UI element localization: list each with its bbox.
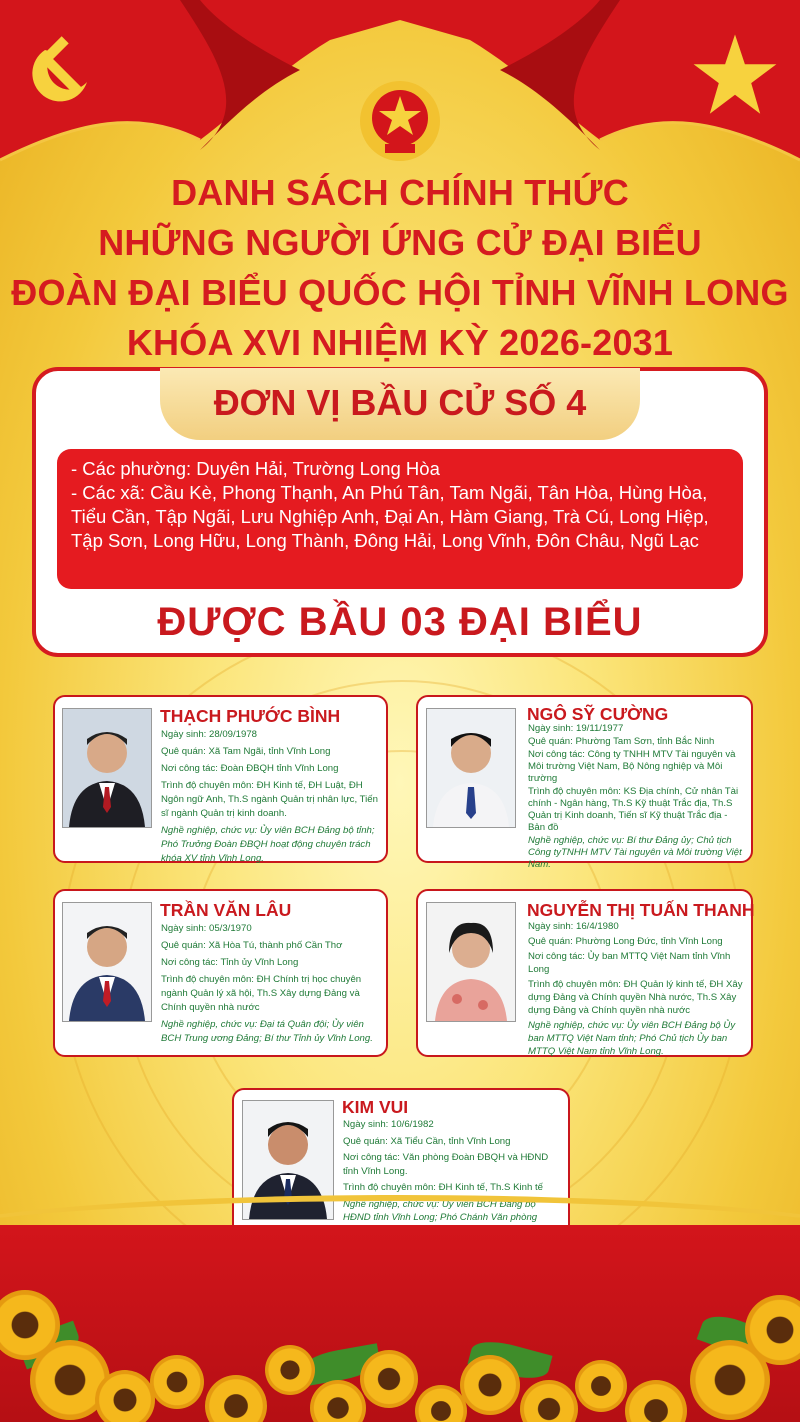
sunflower-icon [460, 1355, 520, 1415]
candidate-education: Trình độ chuyên môn: ĐH Kinh tế, ĐH Luật, ĐH Ngôn ngữ Anh, Th.S ngành Quản trị nhân lực, Tiến sĩ ngành Quản trị kinh doanh. [161, 780, 378, 819]
communes-text: - Các xã: Cầu Kè, Phong Thạnh, An Phú Tân, Tam Ngãi, Tân Hòa, Hùng Hòa, Tiểu Cần, Tập Ngãi, Lưu Nghiệp Anh, Đại An, Hàm Giang, Trà Cú, Long Hiệp, Tập Sơn, Long Hữu, Long Thành, Đông Hải, Long Vĩnh, Đôn Châu, Ngũ Lạc [71, 482, 709, 551]
candidate-education: Trình độ chuyên môn: ĐH Quản lý kinh tế, ĐH Xây dựng Đảng và Chính quyền Nhà nước, Th.S Xây dựng Đảng và Chính quyền nhà nước [528, 979, 743, 1016]
title-line-2: NHỮNG NGƯỜI ỨNG CỬ ĐẠI BIỂU [98, 222, 702, 263]
national-emblem-icon [357, 78, 443, 164]
district-title: ĐƠN VỊ BẦU CỬ SỐ 4 [213, 382, 587, 423]
candidate-info [161, 922, 383, 1049]
hammer-sickle-icon [25, 30, 105, 110]
candidate-position: Nghề nghiệp, chức vụ: Ủy viên BCH Đảng bộ Ủy ban MTTQ Việt Nam tỉnh; Phó Chủ tịch Ủy ban MTTQ Việt Nam tỉnh Vĩnh Long. [528, 1020, 736, 1057]
candidate-dob: Ngày sinh: 19/11/1977 [528, 723, 624, 734]
candidate-position: Nghề nghiệp, chức vụ: Bí thư Đảng ủy; Chủ tịch Công tyTNHH MTV Tài nguyên và Môi trường Việt Nam. [528, 835, 742, 870]
candidate-hometown: Quê quán: Xã Hòa Tú, thành phố Cần Thơ [161, 940, 343, 951]
candidate-info [161, 728, 383, 869]
candidate-name: NGUYỄN THỊ TUẤN THANH [527, 900, 755, 920]
district-area-list [57, 449, 743, 589]
candidate-workplace: Nơi công tác: Văn phòng Đoàn ĐBQH và HĐND tỉnh Vĩnh Long. [343, 1152, 549, 1177]
candidate-workplace: Nơi công tác: Tỉnh ủy Vĩnh Long [161, 957, 299, 968]
candidate-dob: Ngày sinh: 10/6/1982 [343, 1119, 434, 1130]
candidate-hometown: Quê quán: Xã Tiểu Cần, tỉnh Vĩnh Long [343, 1135, 511, 1147]
sunflower-icon [95, 1370, 155, 1422]
star-icon [690, 30, 780, 120]
candidate-name: NGÔ SỸ CƯỜNG [527, 704, 669, 724]
title-line-3: ĐOÀN ĐẠI BIỂU QUỐC HỘI TỈNH VĨNH LONG [11, 272, 789, 313]
candidate-education: Trình độ chuyên môn: ĐH Kinh tế, Th.S Kinh tế [343, 1182, 543, 1193]
candidate-hometown: Quê quán: Xã Tam Ngãi, tỉnh Vĩnh Long [161, 746, 331, 757]
sunflower-icon [265, 1345, 315, 1395]
candidate-name: THẠCH PHƯỚC BÌNH [160, 706, 341, 726]
candidate-workplace: Nơi công tác: Ủy ban MTTQ Việt Nam tỉnh Vĩnh Long [528, 951, 731, 975]
candidate-position: Nghề nghiệp, chức vụ: Đại tá Quân đội; Ủy viên BCH Trung ương Đảng; Bí thư Tỉnh ủy Vĩnh Long. [161, 1019, 373, 1044]
candidate-position: Nghề nghiệp, chức vụ: Ủy viên BCH Đảng bộ HĐND tỉnh Vĩnh Long; Phó Chánh Văn phòng [343, 1198, 538, 1223]
candidate-photo [62, 902, 152, 1022]
candidate-dob: Ngày sinh: 28/09/1978 [161, 729, 258, 740]
candidate-photo [426, 902, 516, 1022]
candidate-education: Trình độ chuyên môn: ĐH Chính trị học chuyên ngành Quản lý xã hội, Th.S Xây dựng Đảng và Chính quyền nhà nước [161, 974, 362, 1013]
elected-count: ĐƯỢC BẦU 03 ĐẠI BIỂU [157, 600, 643, 644]
wards-text: - Các phường: Duyên Hải, Trường Long Hòa [71, 458, 440, 479]
title-line-1: DANH SÁCH CHÍNH THỨC [171, 172, 629, 213]
sunflower-icon [360, 1350, 418, 1408]
candidate-education: Trình độ chuyên môn: KS Địa chính, Cử nhân Tài chính - Ngân hàng, Th.S Kỹ thuật Trắc địa, Th.S Quản trị Kinh doanh, Tiến sĩ Kỹ thuật Trắc địa - Bản đồ [528, 786, 739, 833]
sunflower-icon [575, 1360, 627, 1412]
candidate-info [528, 920, 746, 1060]
candidate-hometown: Quê quán: Phường Tam Sơn, tỉnh Bắc Ninh [528, 736, 715, 747]
candidate-name: TRẦN VĂN LÂU [160, 900, 292, 920]
candidate-name: KIM VUI [342, 1097, 409, 1117]
candidate-info [528, 723, 746, 872]
candidate-photo [426, 708, 516, 828]
candidate-workplace: Nơi công tác: Đoàn ĐBQH tỉnh Vĩnh Long [161, 763, 339, 774]
candidate-position: Nghề nghiệp, chức vụ: Ủy viên BCH Đảng bộ tỉnh; Phó Trưởng Đoàn ĐBQH hoạt động chuyên trách khóa XV tỉnh Vĩnh Long. [161, 825, 375, 864]
candidate-dob: Ngày sinh: 16/4/1980 [528, 921, 619, 932]
title-line-4: KHÓA XVI NHIỆM KỲ 2026-2031 [126, 322, 674, 363]
candidate-hometown: Quê quán: Phường Long Đức, tỉnh Vĩnh Long [528, 936, 723, 947]
candidate-photo [62, 708, 152, 828]
candidate-workplace: Nơi công tác: Công ty TNHH MTV Tài nguyên và Môi trường Việt Nam, Bộ Nông nghiệp và Môi trường [528, 749, 736, 784]
bottom-curve [0, 1195, 800, 1291]
sunflower-icon [150, 1355, 204, 1409]
candidate-dob: Ngày sinh: 05/3/1970 [161, 923, 252, 934]
